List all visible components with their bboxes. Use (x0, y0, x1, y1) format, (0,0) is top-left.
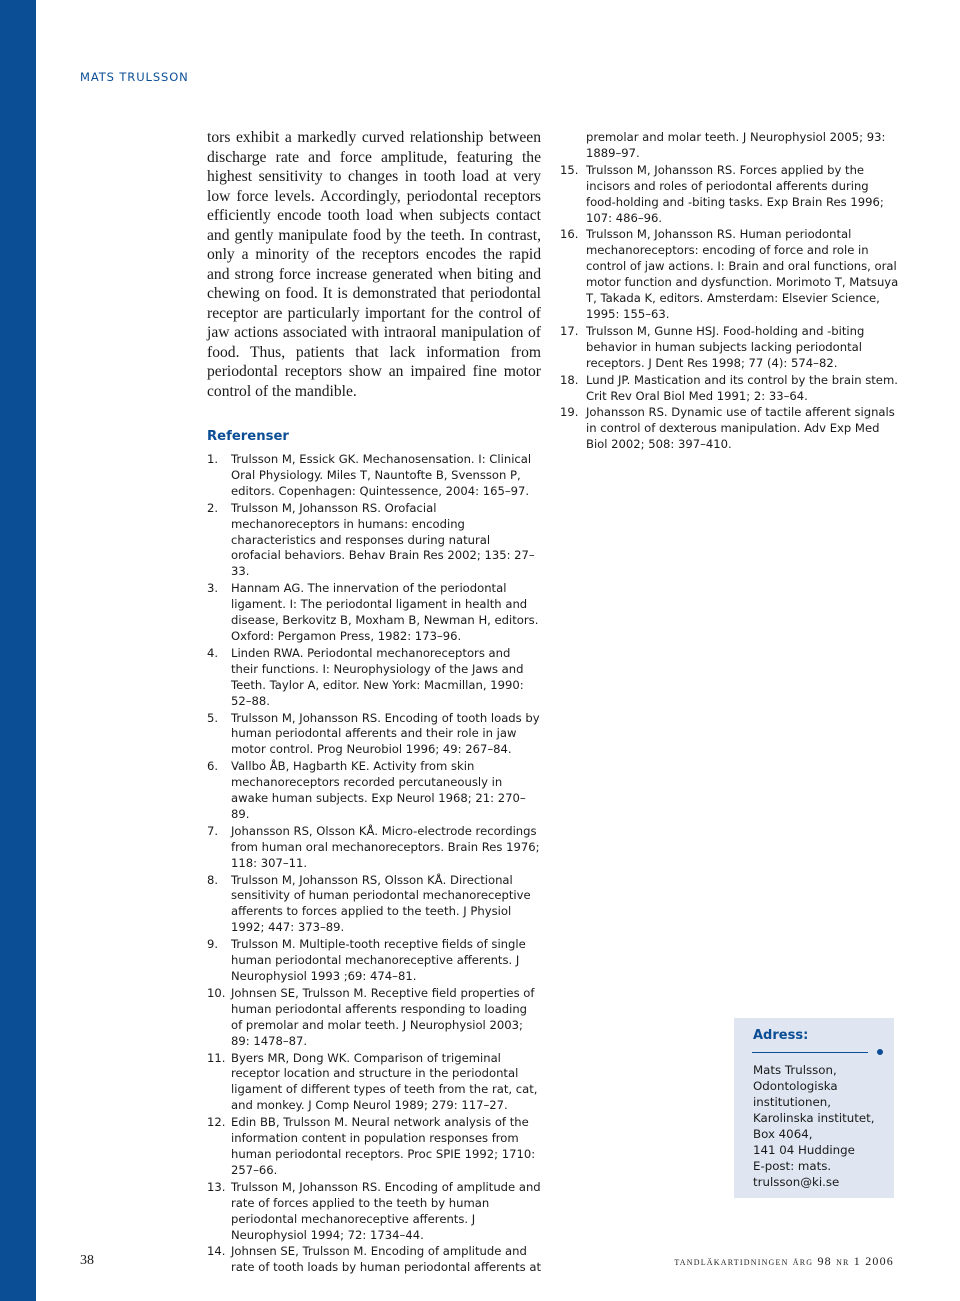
address-divider (752, 1052, 868, 1053)
reference-item: 7. Johansson RS, Olsson KÅ. Micro-electrode recordings from human oral mechanoreceptors. Brain Res 1976; 118: 307–11. (207, 823, 540, 870)
references-heading: Referenser (207, 429, 289, 444)
reference-continuation: premolar and molar teeth. J Neurophysiol 2005; 93: 1889–97. (586, 130, 886, 160)
reference-item: 14. Johnsen SE, Trulsson M. Encoding of amplitude and rate of tooth loads by human periodontal afferents at (207, 1244, 542, 1275)
journal-footer: tandläkartidningen årg 98 nr 1 2006 (674, 1254, 894, 1268)
reference-item: 15. Trulsson M, Johansson RS. Forces applied by the incisors and roles of periodontal afferents during food-holding and -biting tasks. Exp Brain Res 1996; 107: 486–96. (560, 162, 884, 225)
address-line: Karolinska institutet, (753, 1111, 875, 1125)
reference-item: 5. Trulsson M, Johansson RS. Encoding of tooth loads by human periodontal afferents and their role in jaw motor control. Prog Neurobiol 1996; 49: 267–84. (207, 710, 540, 757)
reference-item: 9. Trulsson M. Multiple-tooth receptive fields of single human periodontal mechanoreceptive afferents. J Neurophysiol 1993 ;69: 474–81. (207, 937, 526, 983)
address-line: Box 4064, (753, 1127, 813, 1141)
page-number: 38 (80, 1253, 94, 1268)
address-line: Mats Trulsson, (753, 1063, 837, 1077)
address-box (734, 1018, 894, 1198)
reference-item: 16. Trulsson M, Johansson RS. Human periodontal mechanoreceptors: encoding of force and role in control of jaw actions. I: Brain and oral functions, oral motor function and dysfunction. Morimoto T, Matsuya T, Takada K, editors. Amsterdam: Elsevier Science, 1995: 155–63. (560, 227, 899, 321)
reference-item: 2. Trulsson M, Johansson RS. Orofacial mechanoreceptors in humans: encoding characteristics and responses during natural orofacial behaviors. Behav Brain Res 2002; 135: 27–33. (207, 500, 535, 579)
reference-list-left (207, 452, 541, 1276)
address-title: Adress: (753, 1028, 809, 1043)
address-line: 141 04 Huddinge (753, 1143, 855, 1157)
left-column (207, 128, 541, 1277)
address-lines (753, 1062, 891, 1190)
right-column (560, 130, 900, 454)
reference-item: 4. Linden RWA. Periodontal mechanoreceptors and their functions. I: Neurophysiology of the Jaws and Teeth. Taylor A, editor. New York: Macmillan, 1990: 52–88. (207, 645, 524, 708)
reference-item: 3. Hannam AG. The innervation of the periodontal ligament. I: The periodontal ligament in health and disease, Berkovitz B, Moxham B, Newman H, editors. Oxford: Pergamon Press, 1982: 173–96. (207, 581, 539, 643)
reference-item: 19. Johansson RS. Dynamic use of tactile afferent signals in control of dexterous manipulation. Adv Exp Med Biol 2002; 508: 397–410. (560, 405, 895, 452)
reference-item: 10. Johnsen SE, Trulsson M. Receptive field properties of human periodontal afferents responding to loading of premolar and molar teeth. J Neurophysiol 2003; 89: 1478–87. (207, 985, 535, 1048)
address-line: institutionen, (753, 1095, 831, 1109)
address-line: Odontologiska (753, 1079, 838, 1093)
address-dot-ornament (877, 1049, 883, 1055)
address-email[interactable]: trulsson@ki.se (753, 1175, 840, 1189)
reference-list-right (560, 163, 900, 453)
reference-item: 18. Lund JP. Mastication and its control by the brain stem. Crit Rev Oral Biol Med 1991; 2: 33–64. (560, 372, 898, 403)
address-line: E-post: mats. (753, 1159, 832, 1173)
running-head: MATS TRULSSON (80, 70, 189, 84)
article-body-text: tors exhibit a markedly curved relationship between discharge rate and force amplitude, featuring the highest sensitivity to changes in tooth load at very low force levels. Accordingly, periodontal receptors efficiently encode tooth load when subjects contact and gently manipulate food by the teeth. In contrast, only a minority of the receptors encodes the rapid and strong force increase generated when biting and chewing on food. It is demonstrated that periodontal receptor are particularly important for the control of jaw actions associated with intraoral manipulation of food. Thus, patients that lack information from periodontal receptors show an impaired fine motor control of the mandible. (207, 129, 541, 400)
left-margin-stripe (0, 0, 36, 1301)
reference-item: 13. Trulsson M, Johansson RS. Encoding of amplitude and rate of forces applied to the teeth by human periodontal mechanoreceptive afferents. J Neurophysiol 1994; 72: 1734–44. (207, 1179, 541, 1242)
reference-item: 12. Edin BB, Trulsson M. Neural network analysis of the information content in population responses from human periodontal receptors. Proc SPIE 1992; 1710: 257–66. (207, 1115, 536, 1177)
reference-item: 6. Vallbo ÅB, Hagbarth KE. Activity from skin mechanoreceptors recorded percutaneously in awake human subjects. Exp Neurol 1968; 21: 270–89. (207, 759, 526, 821)
reference-item: 11. Byers MR, Dong WK. Comparison of trigeminal receptor location and structure in the periodontal ligament of different types of teeth from the rat, cat, and monkey. J Comp Neurol 1989; 279: 117–27. (207, 1050, 538, 1113)
reference-item: 8. Trulsson M, Johansson RS, Olsson KÅ. Directional sensitivity of human periodontal mechanoreceptive afferents to forces applied to the teeth. J Physiol 1992; 447: 373–89. (207, 872, 531, 935)
reference-item: 1. Trulsson M, Essick GK. Mechanosensation. I: Clinical Oral Physiology. Miles T, Nauntofte B, Svensson P, editors. Copenhagen: Quintessence, 2004: 165–97. (207, 452, 532, 498)
reference-item: 17. Trulsson M, Gunne HSJ. Food-holding and -biting behavior in human subjects lacking periodontal receptors. J Dent Res 1998; 77 (4): 574–82. (560, 323, 865, 370)
